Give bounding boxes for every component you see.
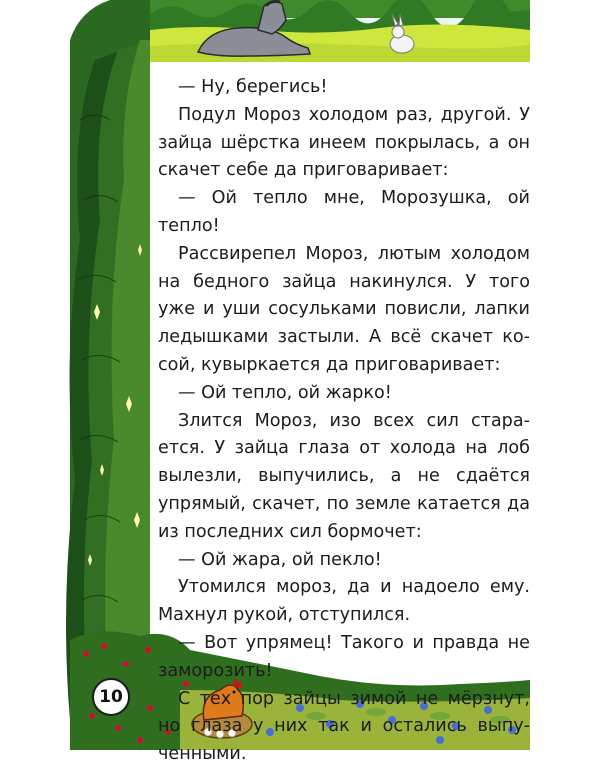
paragraph-6: Злится Мороз, изо всех сил старается. У зайца глаза от холода на лоб вылезли, выпучились, а не сдаётся упрямый, скачет, по земле катается да из последних сил бормочет: <box>158 410 530 542</box>
story-text <box>158 74 530 769</box>
paragraph-2: Подул Мороз холодом раз, другой. У зайца шёрстка инеем покрылась, а он скачет себе да приговаривает: <box>158 104 530 181</box>
paragraph-1: — Ну, берегись! <box>178 77 328 97</box>
paragraph-10: С тех пор зайцы зимой не мёрзнут, но глаза у них так и остались выпученными. <box>158 688 530 765</box>
paragraph-8: Утомился мороз, да и надоело ему. Махнул рукой, отступился. <box>158 577 530 626</box>
paragraph-7: — Ой жара, ой пекло! <box>178 549 382 570</box>
paragraph-5: — Ой тепло, ой жарко! <box>178 382 392 403</box>
paragraph-9: — Вот упрямец! Такого и правда не заморозить! <box>158 632 530 681</box>
page-number: 10 <box>92 678 130 716</box>
paragraph-3: — Ой тепло мне, Морозушка, ой тепло! <box>158 188 530 236</box>
paragraph-4: Рассвирепел Мороз, лютым холодом на бедного зайца накинулся. У того уже и уши сосульками повисли, лапки ледышками застыли. А всё скачет косой, кувыркается да приговаривает: <box>158 243 530 375</box>
top-meadow-scene <box>150 0 530 62</box>
